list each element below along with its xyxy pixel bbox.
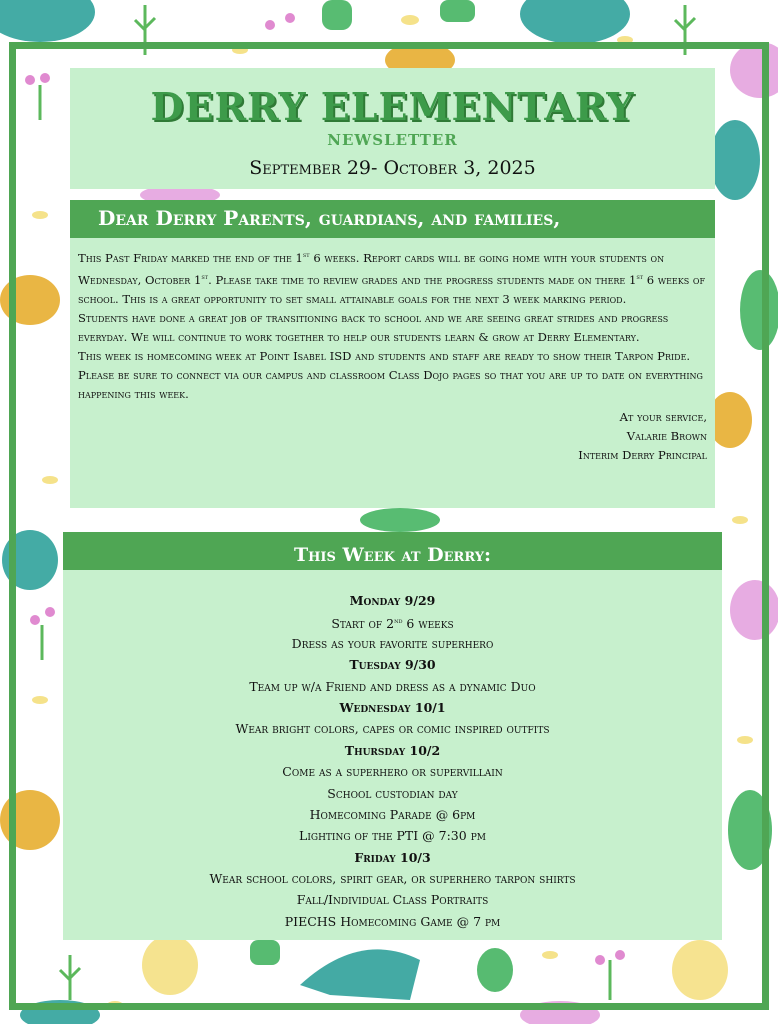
event-item: Wear bright colors, capes or comic inspired outfits (235, 721, 550, 737)
signature-block (78, 408, 707, 465)
day-thursday: Thursday 10/2 (344, 742, 441, 758)
event-item: Lighting of the PTI @ 7:30 pm (299, 828, 486, 844)
event-item: PIECHS Homecoming Game @ 7 pm (284, 913, 501, 929)
event-item: Dress as your favorite superhero (291, 635, 494, 651)
event-item: Wear school colors, spirit gear, or superhero tarpon shirts (209, 871, 576, 887)
event-item: Come as a superhero or supervillain (282, 764, 503, 780)
day-friday: Friday 10/3 (354, 849, 431, 865)
letter-paragraph-3: This week is homecoming week at Point Isabel ISD and students and staff are ready to show their Tarpon Pride. Please be sure to connect via our campus and classroom Class Dojo pages so that you are up to date on everything happening this week. (78, 348, 703, 401)
principal-role: Interim Derry Principal (578, 447, 707, 462)
week-schedule (63, 570, 722, 940)
event-item: Fall/Individual Class Portraits (296, 892, 489, 908)
principal-name: Valarie Brown (626, 428, 707, 443)
newsletter-subtitle: NEWSLETTER (327, 131, 458, 149)
principal-letter (70, 238, 715, 508)
letter-paragraph-2: Students have done a great job of transitioning back to school and we are seeing great strides and progress everyday. We will continue to work together to help our students learn & grow at Derry Elementary. (78, 310, 669, 344)
event-item: Team up w/a Friend and dress as a dynamic Duo (249, 678, 536, 694)
school-title: DERRY ELEMENTARY (150, 84, 635, 129)
day-tuesday: Tuesday 9/30 (349, 657, 436, 673)
day-wednesday: Wednesday 10/1 (339, 699, 446, 715)
event-item: School custodian day (327, 785, 458, 801)
newsletter-header (70, 68, 715, 189)
event-item: Start of 2nd 6 weeks (331, 616, 454, 632)
letter-paragraph-1: This Past Friday marked the end of the 1st 6 weeks. Report cards will be going home with your students on Wednesday, October 1st. Please take time to review grades and the progress students made on there 1st 6 weeks of school. This is a great opportunity to set small attainable goals for the next 3 week marking period. (78, 250, 705, 306)
week-heading: This Week at Derry: (63, 532, 722, 570)
event-item: Homecoming Parade @ 6pm (309, 806, 476, 822)
letter-heading: Dear Derry Parents, guardians, and families, (70, 200, 715, 238)
closing: At your service, (619, 409, 707, 424)
newsletter-date: September 29- October 3, 2025 (249, 157, 536, 179)
day-monday: Monday 9/29 (349, 593, 436, 608)
